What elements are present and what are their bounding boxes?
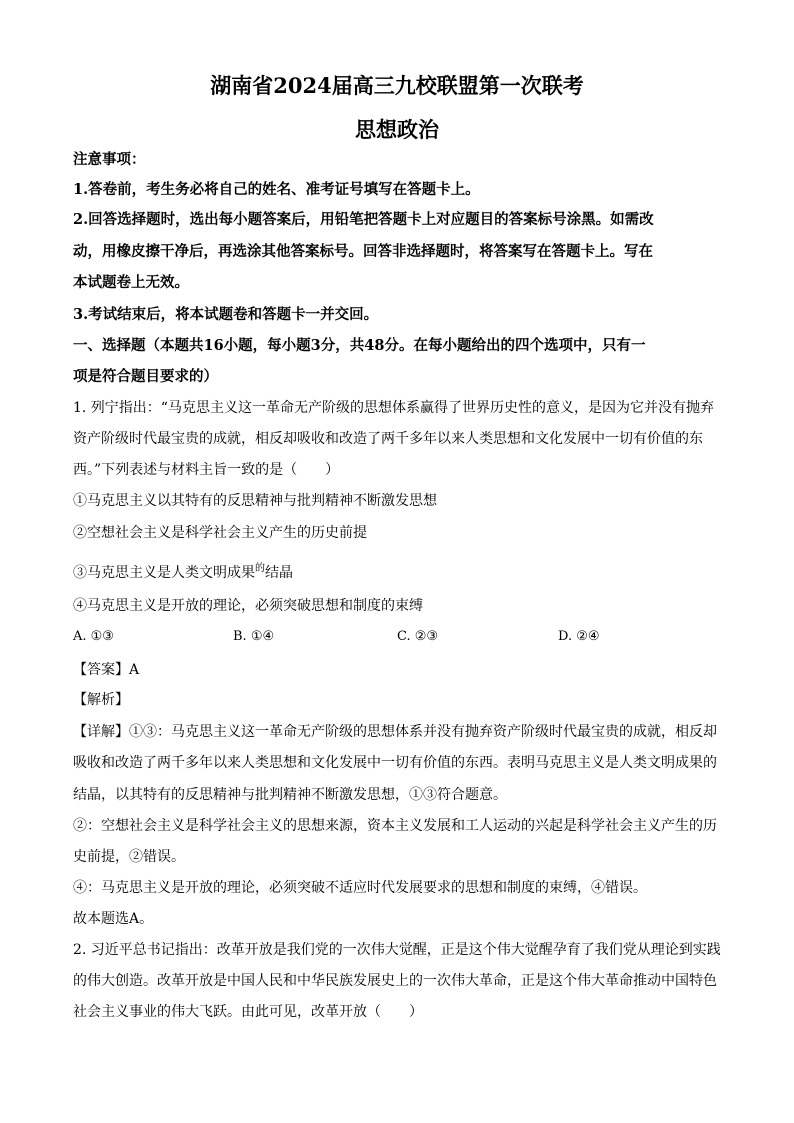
q1-option-d: D. ②④ xyxy=(558,629,600,644)
q2-stem-line-3: 社会主义事业的伟大飞跃。由此可见，改革开放（ ） xyxy=(73,1004,423,1020)
q1-analysis-label: 【解析】 xyxy=(73,692,129,708)
q1-statement-4: ④马克思主义是开放的理论，必须突破思想和制度的束缚 xyxy=(73,598,423,614)
q1-answer: 【答案】A xyxy=(73,662,140,678)
section-heading-line-2: 项是符合题目要求的） xyxy=(73,368,218,385)
q1-detail-line-1: 【详解】①③：马克思主义这一革命无产阶级的思想体系并没有抛弃资产阶级时代最宝贵的成就，相反却 xyxy=(73,724,717,740)
notice-item-3: 3.考试结束后，将本试题卷和答题卡一并交回。 xyxy=(73,306,379,323)
q1-option-b: B. ①④ xyxy=(233,629,275,644)
notice-item-1: 1.答卷前，考生务必将自己的姓名、准考证号填写在答题卡上。 xyxy=(73,181,480,198)
notice-item-2-line-3: 本试题卷上无效。 xyxy=(73,274,189,291)
q1-option-a: A. ①③ xyxy=(73,629,114,644)
q1-option-c: C. ②③ xyxy=(397,629,439,644)
exam-title: 湖南省2024届高三九校联盟第一次联考 xyxy=(210,73,584,98)
section-heading-line-1: 一、选择题（本题共16小题，每小题3分，共48分。在每小题给出的四个选项中，只有一 xyxy=(73,337,646,354)
q1-conclusion: 故本题选A。 xyxy=(73,911,154,927)
q1-detail-line-2: 吸收和改造了两千多年以来人类思想和文化发展中一切有价值的东西。表明马克思主义是人类文明成果的 xyxy=(73,755,717,771)
q1-detail-line-4: ②：空想社会主义是科学社会主义的思想来源，资本主义发展和工人运动的兴起是科学社会主义产生的历 xyxy=(73,818,717,834)
q1-stem-line-1: 1. 列宁指出：“马克思主义这一革命无产阶级的思想体系赢得了世界历史性的意义，是因为它并没有抛弃 xyxy=(73,400,714,416)
q1-detail-line-5: 史前提，②错误。 xyxy=(73,849,185,865)
q1-statement-3-text-a: ③马克思主义是人类文明成果 xyxy=(73,565,255,581)
q1-stem-line-2: 资产阶级时代最宝贵的成就，相反却吸收和改造了两千多年以来人类思想和文化发展中一切有价值的东 xyxy=(73,431,703,447)
subject-title: 思想政治 xyxy=(355,117,439,142)
q1-statement-3-text-b: 结晶 xyxy=(265,565,293,581)
q1-statement-2: ②空想社会主义是科学社会主义产生的历史前提 xyxy=(73,525,367,541)
notice-heading: 注意事项： xyxy=(73,151,146,168)
q1-statement-1: ①马克思主义以其特有的反思精神与批判精神不断激发思想 xyxy=(73,493,437,509)
notice-item-2-line-1: 2.回答选择题时，选出每小题答案后，用铅笔把答题卡上对应题目的答案标号涂黑。如需改 xyxy=(73,211,654,228)
q1-detail-line-3: 结晶，以其特有的反思精神与批判精神不断激发思想，①③符合题意。 xyxy=(73,787,507,803)
q2-stem-line-2: 的伟大创造。改革开放是中国人民和中华民族发展史上的一次伟大革命，正是这个伟大革命推动中国特色 xyxy=(73,973,717,989)
q2-stem-line-1: 2. 习近平总书记指出：改革开放是我们党的一次伟大觉醒，正是这个伟大觉醒孕育了我们党从理论到实践 xyxy=(73,942,721,958)
q1-detail-line-6: ④：马克思主义是开放的理论，必须突破不适应时代发展要求的思想和制度的束缚，④错误。 xyxy=(73,880,647,896)
notice-item-2-line-2: 动，用橡皮擦干净后，再选涂其他答案标号。回答非选择题时，将答案写在答题卡上。写在 xyxy=(73,243,653,260)
q1-stem-line-3: 西。”下列表述与材料主旨一致的是（ ） xyxy=(73,462,340,478)
q1-statement-3-sup: 的 xyxy=(255,563,265,574)
q1-statement-3 xyxy=(73,563,293,585)
